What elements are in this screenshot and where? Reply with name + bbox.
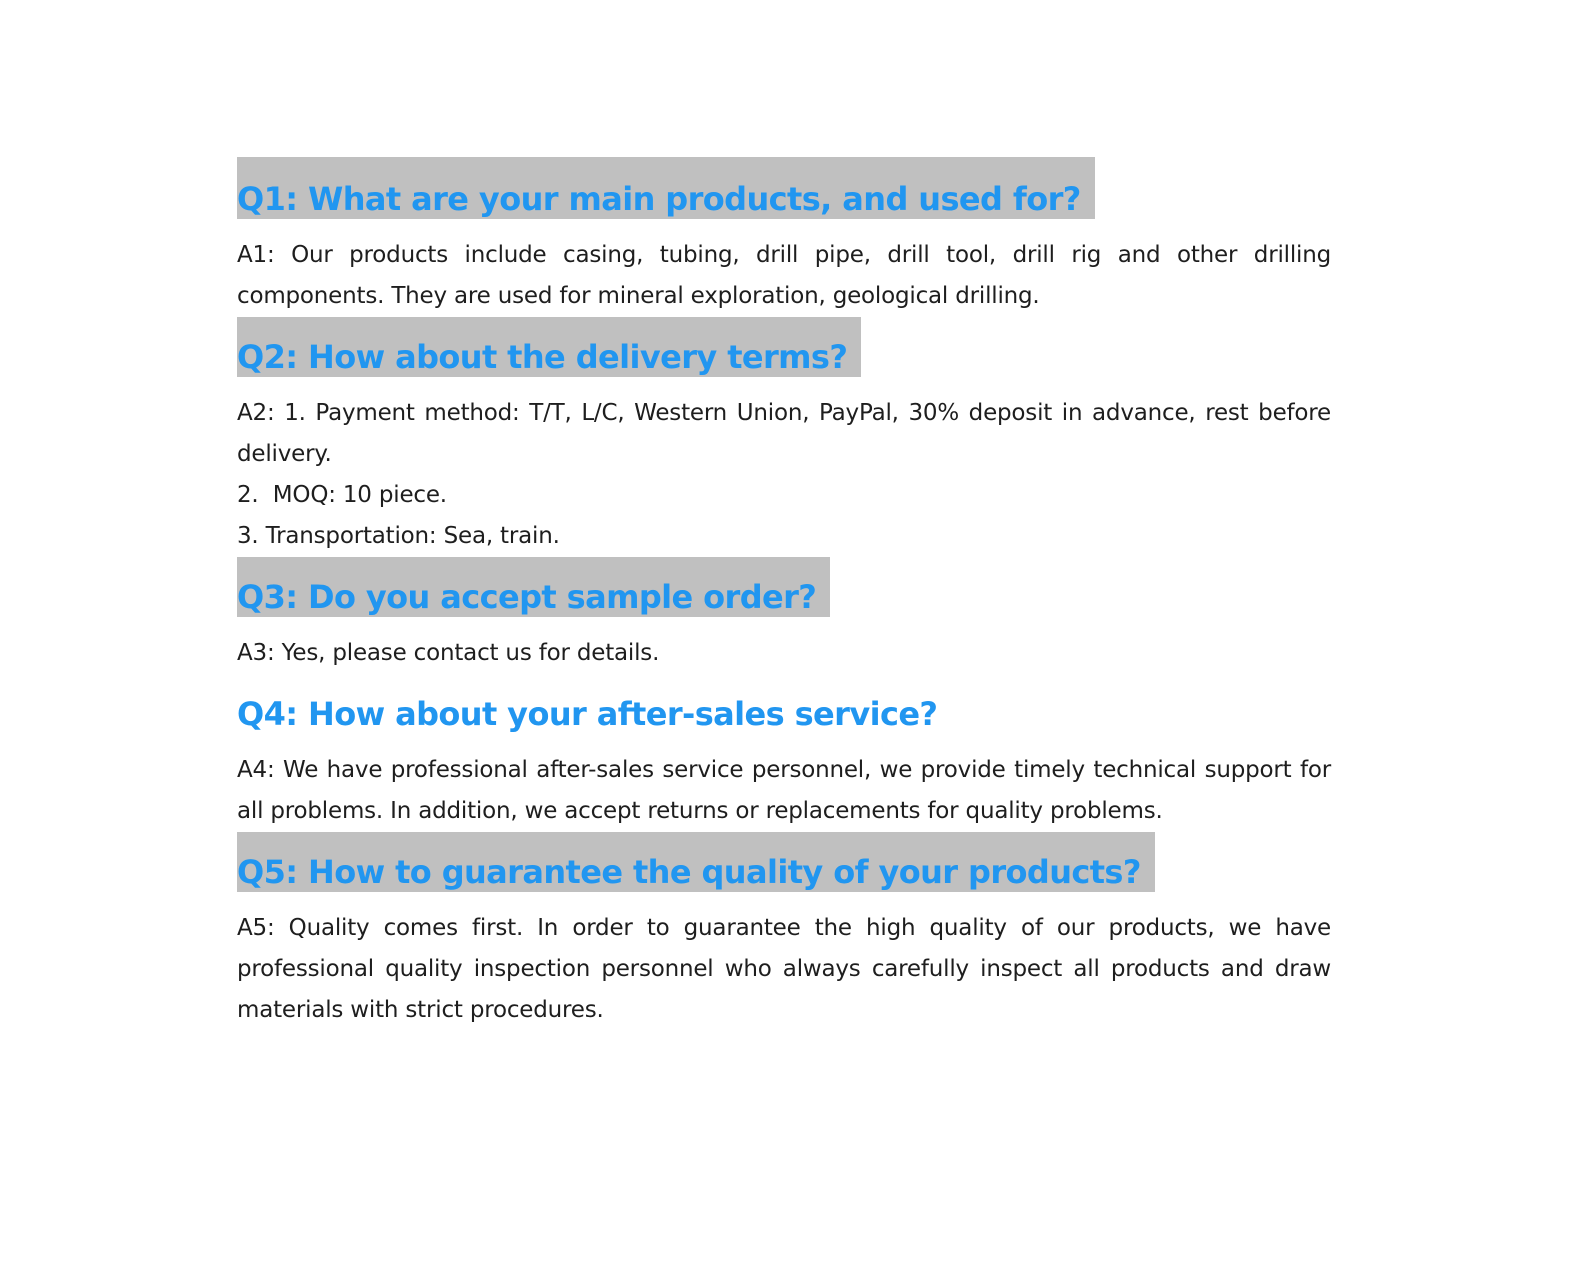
faq-answer-3	[237, 633, 1331, 674]
faq-item-2	[237, 317, 1331, 557]
faq-answer-1	[237, 235, 1331, 317]
faq-item-5	[237, 832, 1331, 1031]
faq-answer-2-line-1: A2: 1. Payment method: T/T, L/C, Western Union, PayPal, 30% deposit in advance, rest before delivery.	[237, 400, 1331, 467]
faq-item-3	[237, 557, 1331, 674]
faq-answer-1-line-1: A1: Our products include casing, tubing, drill pipe, drill tool, drill rig and other drilling components. They are used for mineral exploration, geological drilling.	[237, 242, 1331, 309]
faq-question-2: Q2: How about the delivery terms?	[237, 317, 861, 377]
faq-question-5: Q5: How to guarantee the quality of your products?	[237, 832, 1155, 892]
faq-answer-5	[237, 908, 1331, 1031]
faq-item-4	[237, 674, 1331, 832]
faq-answer-3-line-1: A3: Yes, please contact us for details.	[237, 640, 660, 666]
faq-section	[237, 157, 1331, 1031]
faq-answer-2-line-2: 2. MOQ: 10 piece.	[237, 482, 447, 508]
faq-answer-2-line-3: 3. Transportation: Sea, train.	[237, 523, 560, 549]
faq-answer-4-line-1: A4: We have professional after-sales service personnel, we provide timely technical support for all problems. In addition, we accept returns or replacements for quality problems.	[237, 757, 1331, 824]
faq-answer-5-line-1: A5: Quality comes first. In order to guarantee the high quality of our products, we have professional quality inspection personnel who always carefully inspect all products and draw materials with strict procedures.	[237, 915, 1331, 1023]
faq-question-4: Q4: How about your after-sales service?	[237, 695, 938, 733]
faq-question-1: Q1: What are your main products, and used for?	[237, 157, 1095, 219]
faq-question-3: Q3: Do you accept sample order?	[237, 557, 830, 617]
faq-answer-2	[237, 393, 1331, 557]
faq-answer-4	[237, 750, 1331, 832]
faq-item-1	[237, 157, 1331, 317]
